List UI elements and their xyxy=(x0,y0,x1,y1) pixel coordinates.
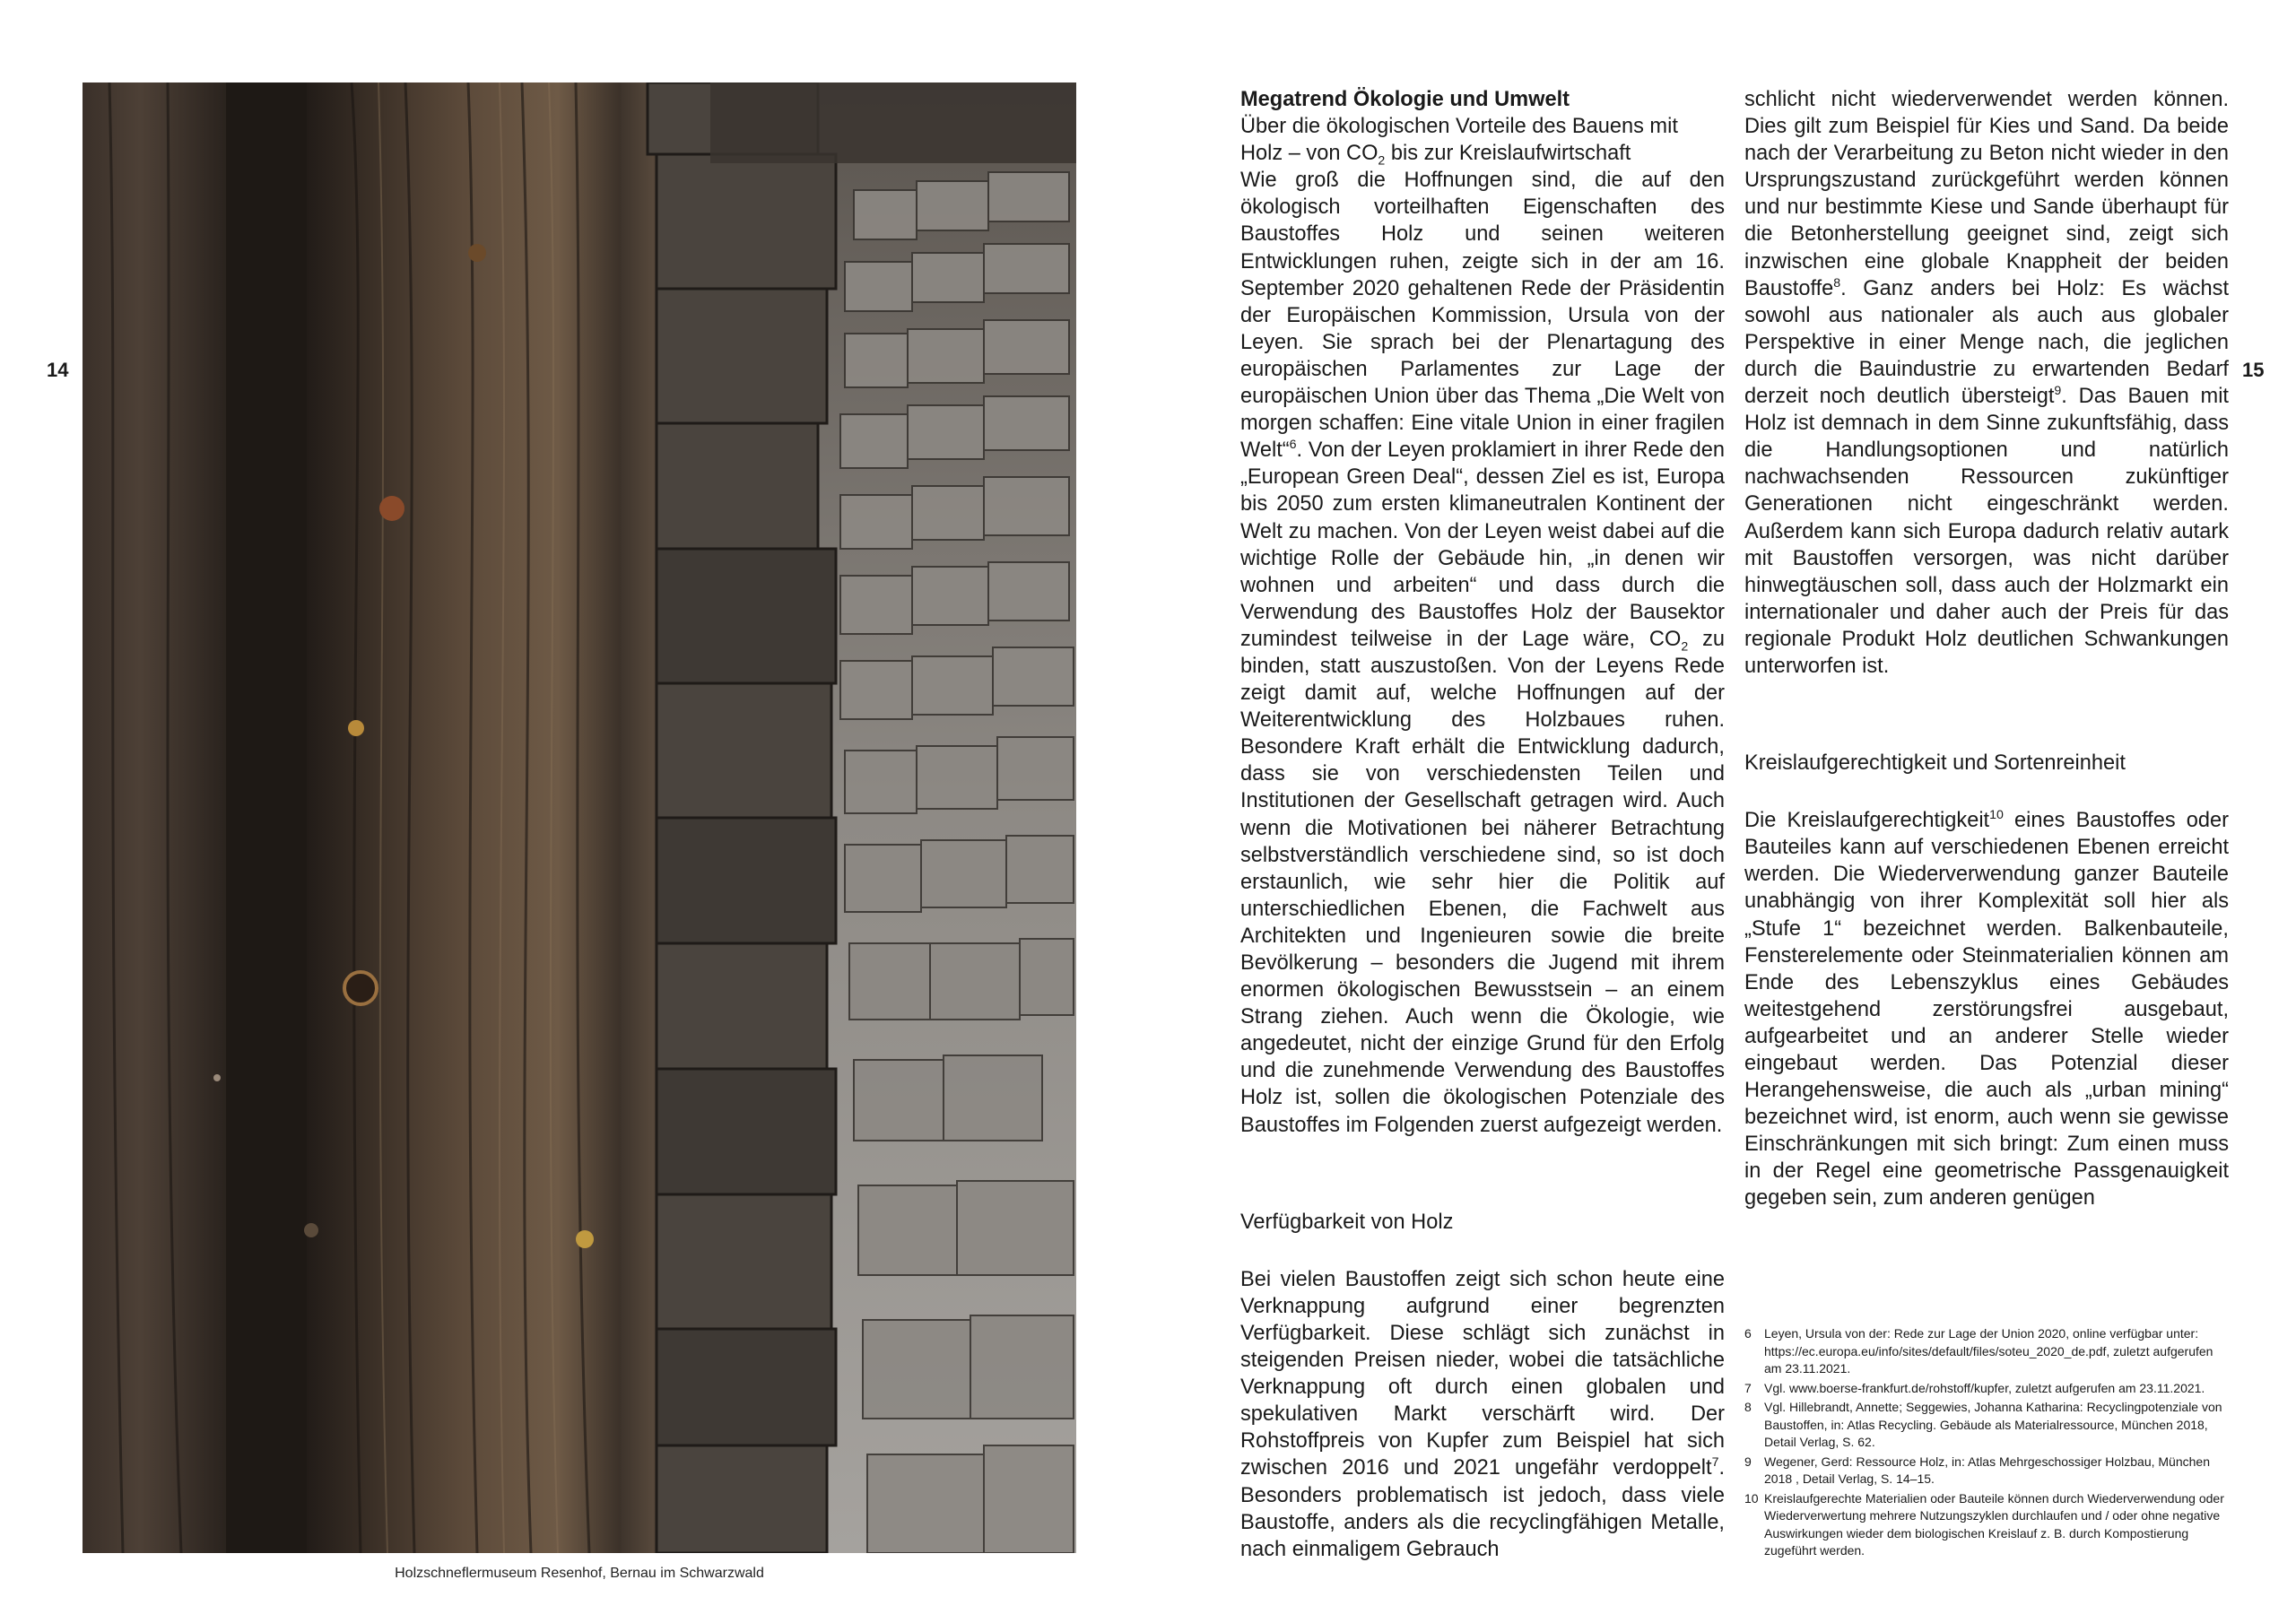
footnote-ref: 10 xyxy=(1989,808,2004,823)
page-number-left: 14 xyxy=(47,359,69,381)
footnote: 6 Leyen, Ursula von der: Rede zur Lage der Union 2020, online verfügbar unter: https://ec.europa.eu/info/sites/default/files/soteu_2020_de.pdf, zuletzt aufgerufen am 23.11.2021. xyxy=(1744,1326,2213,1376)
availability-paragraph: Bei vielen Baustoffen zeigt sich schon heute eine Verknappung aufgrund einer begrenzten Verfügbarkeit. Diese schlägt sich zunächst in steigenden Preisen nieder, wobei die tatsächliche Verknappung oft durch einen globalen und spekulativen Markt verschärft wird. Der Rohstoffpreis von Kupfer zum Beispiel hat sich zwischen 2016 und 2021 ungefähr verdoppelt$^7$. Besonders problematisch ist jedoch, dass viele Baustoffe, anders als die recyclingfähigen Metalle, nach einmaligem Gebrauch xyxy=(1240,1267,1725,1561)
text-column-right xyxy=(1744,86,2229,1212)
page-number-right: 15 xyxy=(2242,359,2265,381)
wood-facade-photo xyxy=(83,82,1076,1553)
article-title: Megatrend Ökologie und Umwelt xyxy=(1240,88,1570,111)
footnote: 10 Kreislaufgerechte Materialien oder Bauteile können durch Wiederverwendung oder Wiederverwertung mehrere Nutzungszyklen durchlaufen und / oder ohne negative Auswirkungen wieder dem biologischen Kreislauf z. B. durch Kompostierung zugeführt werden. xyxy=(1744,1490,2224,1558)
footnotes xyxy=(1744,1325,2229,1562)
footnote-ref: 8 xyxy=(1833,275,1841,291)
intro-paragraph: Wie groß die Hoffnungen sind, die auf den ökologisch vorteilhaften Eigenschaften des Baustoffes Holz und seinen weiteren Entwicklungen ruhen, zeigte sich in der am 16. September 2020 gehaltenen Rede der Präsidentin der Europäischen Kommission, Ursula von der Leyen. Sie sprach bei der Plenartagung des europäischen Parlamentes zur Lage der europäischen Union über das Thema „Die Welt von morgen schaffen: Eine vitale Union in einer fragilen Welt“$^6$. Von der Leyen proklamiert in ihrer Rede den „European Green Deal“, dessen Ziel es ist, Europa bis 2050 zum ersten klimaneutralen Kontinent der Welt zu machen. Von der Leyen weist dabei auf die wichtige Rolle der Gebäude hin, „in denen wir wohnen und arbeiten“ und dass durch die Verwendung des Baustoffes Holz der Bausektor zumindest teilweise in der Lage wäre, $CO_2$ zu binden, statt auszustoßen. Von der Leyens Rede zeigt damit auf, welche Hoffnungen auf der Weiterentwicklung des Holzbaues ruhen. Besondere Kraft erhält die Entwicklung dadurch, dass sie von verschiedensten Teilen und Institutionen der Gesellschaft getragen wird. Auch wenn die Motivationen bei näherer Betrachtung selbstverständlich verschiedene sind, so ist doch erstaunlich, wie sehr hier die Politik auf unterschiedlichen Ebenen, die Fachwelt aus Architekten und Ingenieuren sowie die breite Bevölkerung – besonders die Jugend mit ihrem enormen ökologischen Bewusstsein – an einem Strang ziehen. Auch wenn die Ökologie, wie angedeutet, nicht der einzige Grund für den Erfolg und die zunehmende Verwendung des Baustoffes Holz ist, sollen die ökologischen Potenziale des Baustoffes im Folgenden zuerst aufgezeigt werden. xyxy=(1240,169,1725,1137)
article-subtitle: Über die ökologischen Vorteile des Bauens mit Holz – von $CO_2$ bis zur Kreislaufwirtschaft xyxy=(1240,115,1678,169)
text-column-left xyxy=(1240,86,1725,1563)
footnote: 7 Vgl. www.boerse-frankfurt.de/rohstoff/kupfer, zuletzt aufgerufen am 23.11.2021. xyxy=(1744,1380,2205,1395)
photo-caption: Holzschneflermuseum Resenhof, Bernau im Schwarzwald xyxy=(395,1566,764,1581)
footnote-ref: 7 xyxy=(1711,1455,1719,1471)
footnote: 9 Wegener, Gerd: Ressource Holz, in: Atlas Mehrgeschossiger Holzbau, München 2018 , Detail Verlag, S. 14–15. xyxy=(1744,1454,2210,1486)
footnote-ref: 9 xyxy=(2054,384,2062,399)
continued-paragraph: schlicht nicht wiederverwendet werden können. Dies gilt zum Beispiel für Kies und Sand. Da beide nach der Verarbeitung zu Beton nicht wieder in den Ursprungszustand zurückgeführt werden können und nur bestimmte Kiese und Sande überhaupt für die Betonherstellung geeignet sind, zeigt sich inzwischen eine globale Knappheit der beiden Baustoffe$^8$. Ganz anders bei Holz: Es wächst sowohl aus nationaler als auch aus globaler Perspektive in einer Menge nach, die jeglichen durch die Bauindustrie zu erwartenden Bedarf derzeit noch deutlich übersteigt$^9$. Das Bauen mit Holz ist demnach in dem Sinne zukunftsfähig, dass die Handlungsoptionen und natürlich nachwachsenden Ressourcen zukünftiger Generationen nicht eingeschränkt werden. Außerdem kann sich Europa dadurch relativ autark mit Baustoffen versorgen, was nicht darüber hinwegtäuschen soll, dass auch der Holzmarkt ein internationaler und daher auch der Preis für das regionale Produkt Holz deutlichen Schwankungen unterworfen ist. xyxy=(1744,88,2229,678)
section-heading-circularity: Kreislaufgerechtigkeit und Sortenreinheit xyxy=(1744,751,2126,776)
footnote: 8 Vgl. Hillebrandt, Annette; Seggewies, Johanna Katharina: Recyclingpotenziale von Baustoffen, in: Atlas Recycling. Gebäude als Materialressource, München 2018, Detail Verlag, S. 62. xyxy=(1744,1400,2222,1449)
section-heading-availability: Verfügbarkeit von Holz xyxy=(1240,1210,1454,1234)
footnote-ref: 6 xyxy=(1289,438,1297,453)
circularity-paragraph: Die Kreislaufgerechtigkeit$^{10}$ eines Baustoffes oder Bauteiles kann auf verschiedenen Ebenen erreicht werden. Die Wiederverwendung ganzer Bauteile unabhängig von ihrer Komplexität soll hier als „Stufe 1“ bezeichnet werden. Balkenbauteile, Fensterelemente oder Steinmaterialien können am Ende des Lebenszyklus eines Gebäudes weitestgehend zerstörungsfrei ausgebaut, aufgearbeitet und an anderer Stelle wieder eingebaut werden. Das Potenzial dieser Herangehensweise, die auch als „urban mining“ bezeichnet wird, ist enorm, auch wenn sie gewisse Einschränkungen mit sich bringt: Zum einen muss in der Regel eine geometrische Passgenauigkeit gegeben sein, zum anderen genügen xyxy=(1744,808,2229,1211)
wood-facade-illustration xyxy=(83,82,1076,1553)
